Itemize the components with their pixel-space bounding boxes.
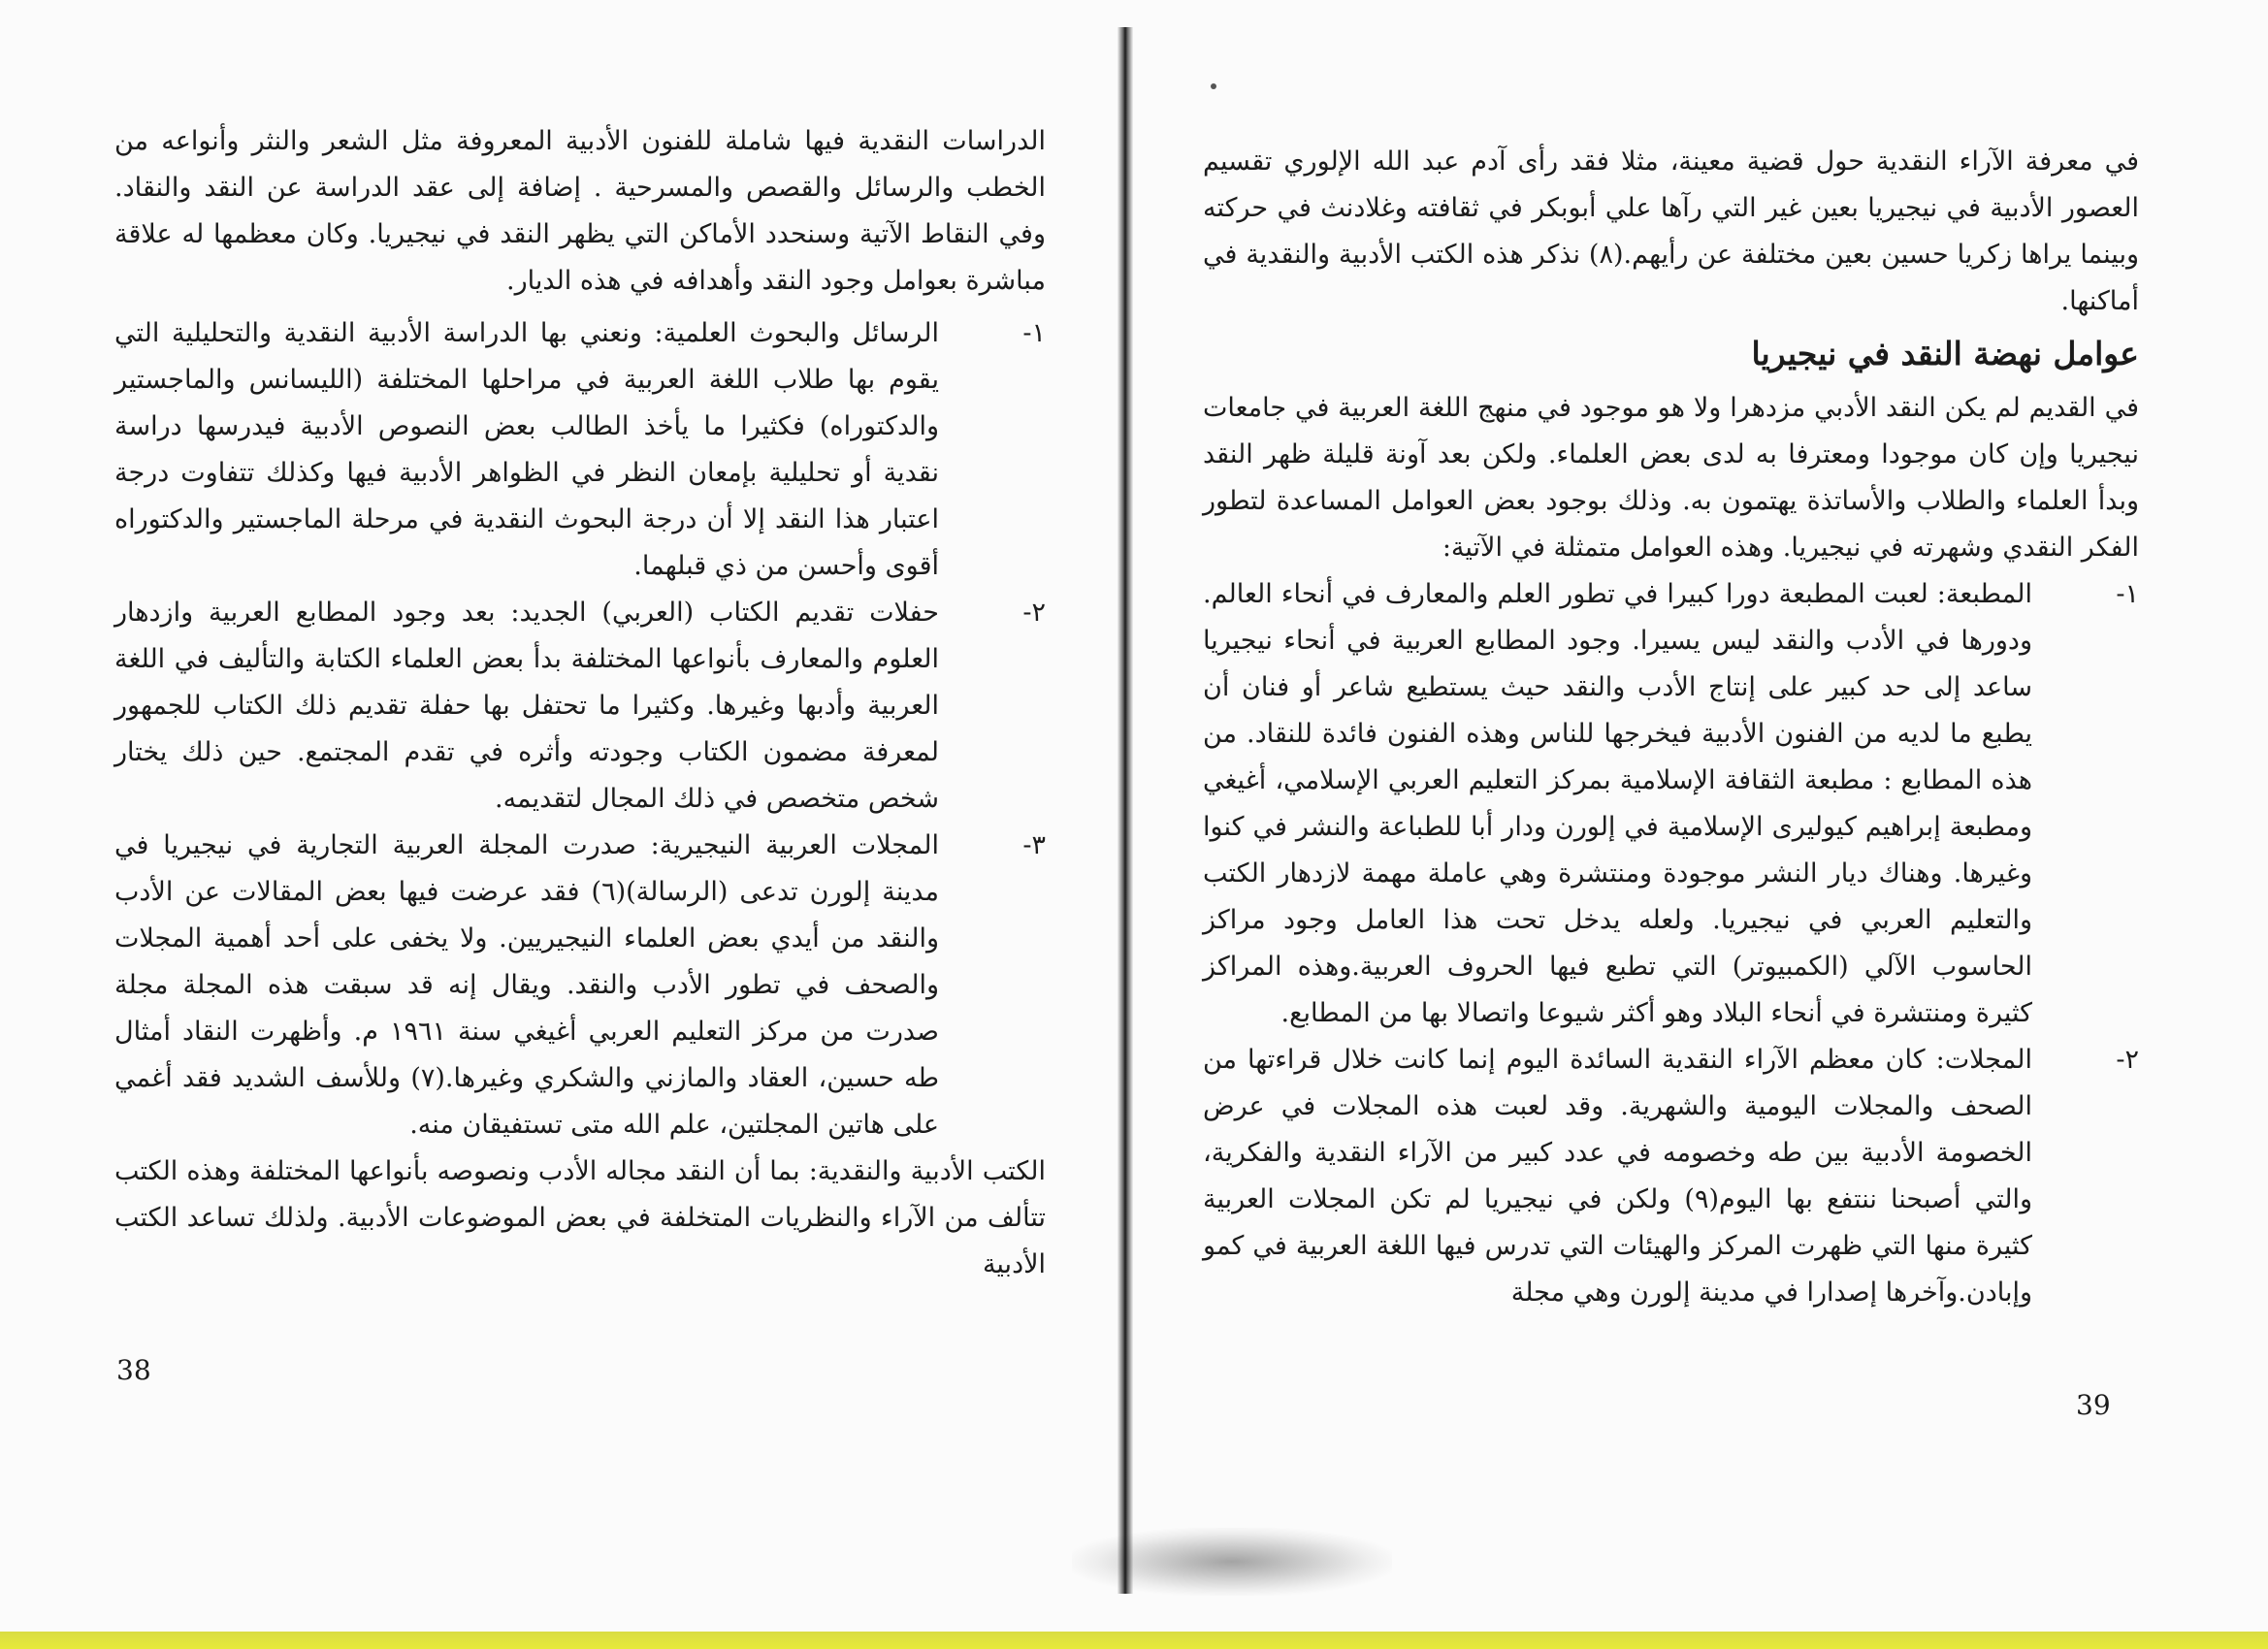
item-text: المطبعة: لعبت المطبعة دورا كبيرا في تطور العلم والمعارف في أنحاء العالم. ودورها في الأدب والنقد ليس يسيرا. وجود المطابع العربية في أنحاء نيجيريا ساعد إلى حد كبير على إنتاج الأدب والنقد حيث يستطيع شاعر أو فنان أن يطبع ما لديه من الفنون الأدبية فيخرجها للناس وهذه الفنون فائدة للنقاد. من هذه المطابع : مطبعة الثقافة الإسلامية بمركز التعليم العربي الإسلامي، أغيغي ومطبعة إبراهيم كيوليرى الإسلامية في إلورن ودار أبا للطباعة والنشر في كنوا وغيرها. وهناك ديار النشر موجودة ومنتشرة وهي عاملة مهمة لازدهار الكتب والتعليم العربي في نيجيريا. ولعله يدخل تحت هذا العامل وجود مراكز الحاسوب الآلي (الكمبيوتر) التي تطبع فيها الحروف العربية.وهذه المراكز كثيرة ومنتشرة في أنحاء البلاد وهو أكثر شيوعا واتصالا بها من المطابع. [1203, 579, 2032, 1028]
page-number-left: 38 [116, 1354, 151, 1386]
item-number: ١- [1022, 318, 1046, 348]
list-item [114, 310, 1046, 590]
book-gutter [1118, 27, 1133, 1594]
right-page [1203, 139, 2139, 1316]
page-number-right: 39 [2076, 1389, 2111, 1421]
item-text: الرسائل والبحوث العلمية: ونعني بها الدراسة الأدبية النقدية والتحليلية التي يقوم بها طلاب اللغة العربية في مراحلها المختلفة (الليسانس والماجستير والدكتوراه) فكثيرا ما يأخذ الطالب بعض النصوص الأدبية فيدرسها دراسة نقدية أو تحليلية بإمعان النظر في الظواهر الأدبية فيها وكذلك تتفاوت درجة اعتبار هذا النقد إلا أن درجة البحوث النقدية في مرحلة الماجستير والدكتوراه أقوى وأحسن من ذي قبلهما. [114, 318, 939, 581]
gutter-shadow [1072, 1528, 1392, 1596]
section-heading: عوامل نهضة النقد في نيجيريا [1751, 335, 2139, 372]
item-text: المجلات: كان معظم الآراء النقدية السائدة اليوم إنما كانت خلال قراءتها من الصحف والمجلات اليومية والشهرية. وقد لعبت هذه المجلات في عرض الخصومة الأدبية بين طه وخصومه في عدد كبير من الآراء النقدية والفكرية، والتي أصبحنا ننتفع بها اليوم(٩) ولكن في نيجيريا لم تكن المجلات العربية كثيرة منها التي ظهرت المركز والهيئات التي تدرس فيها اللغة العربية في كمو وإبادن.وآخرها إصدارا في مدينة إلورن وهي مجلة [1203, 1045, 2033, 1308]
item-number: ١- [2116, 579, 2139, 609]
scanner-bed-edge [0, 1632, 2268, 1649]
left-closing-paragraph: الكتب الأدبية والنقدية: بما أن النقد مجاله الأدب ونصوصه بأنواعها المختلفة وهذه الكتب تتألف من الآراء والنظريات المتخلفة في بعض الموضوعات الأدبية. ولذلك تساعد الكتب الأدبية [114, 1156, 1046, 1279]
list-item [1203, 1037, 2139, 1316]
left-page [114, 118, 1046, 1288]
item-number: ٣- [1022, 830, 1046, 860]
item-text: حفلات تقديم الكتاب (العربي) الجديد: بعد وجود المطابع العربية وازدهار العلوم والمعارف بأنواعها المختلفة بدأ بعض العلماء الكتابة والتأليف في اللغة العربية وأدبها وغيرها. وكثيرا ما تحتفل بها حفلة تقديم ذلك الكتاب للجمهور لمعرفة مضمون الكتاب وجودته وأثره في تقدم المجتمع. حين ذلك يختار شخص متخصص في ذلك المجال لتقديمه. [114, 598, 939, 814]
list-item [114, 590, 1046, 823]
scan-speck [1211, 83, 1216, 89]
list-item [114, 823, 1046, 1148]
left-intro-paragraph: الدراسات النقدية فيها شاملة للفنون الأدبية المعروفة مثل الشعر والنثر وأنواعه من الخطب والرسائل والقصص والمسرحية . إضافة إلى عقد الدراسة عن النقد والنقاد. وفي النقاط الآتية وسنحدد الأماكن التي يظهر النقد في نيجيريا. وكان معظمها له علاقة مباشرة بعوامل وجود النقد وأهدافه في هذه الديار. [114, 126, 1046, 296]
item-text: المجلات العربية النيجيرية: صدرت المجلة العربية التجارية في نيجيريا في مدينة إلورن تدعى (الرسالة)(٦) فقد عرضت فيها بعض المقالات عن الأدب والنقد من أيدي بعض العلماء النيجيريين. ولا يخفى على أحد أهمية المجلات والصحف في تطور الأدب والنقد. ويقال إنه قد سبقت هذه المجلة مجلة صدرت من مركز التعليم العربي أغيغي سنة ١٩٦١ م. وأظهرت النقاد أمثال طه حسين، العقاد والمازني والشكري وغيرها.(٧) وللأسف الشديد فقد أغمي على هاتين المجلتين، علم الله متى تستفيقان منه. [114, 830, 939, 1140]
item-number: ٢- [2116, 1045, 2139, 1075]
item-number: ٢- [1022, 598, 1046, 628]
list-item [1203, 571, 2139, 1037]
right-intro-paragraph: في معرفة الآراء النقدية حول قضية معينة، مثلا فقد رأى آدم عبد الله الإلوري تقسيم العصور الأدبية في نيجيريا بعين غير التي رآها علي أبوبكر في ثقافته وغلادنث في حركته وبينما يراها زكريا حسين بعين مختلفة عن رأيهم.(٨) نذكر هذه الكتب الأدبية والنقدية في أماكنها. [1203, 146, 2140, 316]
right-body-paragraph: في القديم لم يكن النقد الأدبي مزدهرا ولا هو موجود في منهج اللغة العربية في جامعات نيجيريا وإن كان موجودا ومعترفا به لدى بعض العلماء. ولكن بعد آونة قليلة ظهر النقد وبدأ العلماء والطلاب والأساتذة يهتمون به. وذلك بوجود بعض العوامل المساعدة لتطور الفكر النقدي وشهرته في نيجيريا. وهذه العوامل متمثلة في الآتية: [1203, 393, 2139, 563]
